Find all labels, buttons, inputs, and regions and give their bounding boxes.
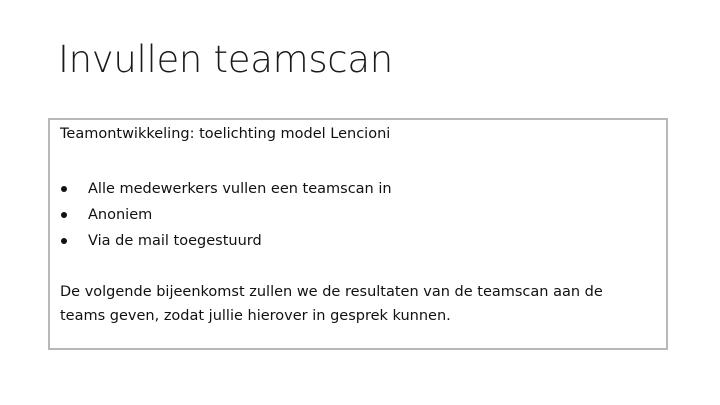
bullet-item [58,202,392,228]
bullet-icon [61,186,67,192]
slide-title: Invullen teamscan [58,38,393,81]
summary-text: De volgende bijeenkomst zullen we de resultaten van de teamscan aan de teams geven, zodat jullie hierover in gesprek kunnen. [60,284,603,324]
bullet-icon [61,212,67,218]
content-box [48,118,668,350]
bullet-icon [61,238,67,244]
bullet-list [58,176,392,254]
bullet-item [58,228,392,254]
intro-text: Teamontwikkeling: toelichting model Lencioni [60,126,391,142]
bullet-label: Alle medewerkers vullen een teamscan in [88,181,392,197]
bullet-label: Via de mail toegestuurd [88,233,262,249]
bullet-label: Anoniem [88,207,153,223]
bullet-item [58,176,392,202]
